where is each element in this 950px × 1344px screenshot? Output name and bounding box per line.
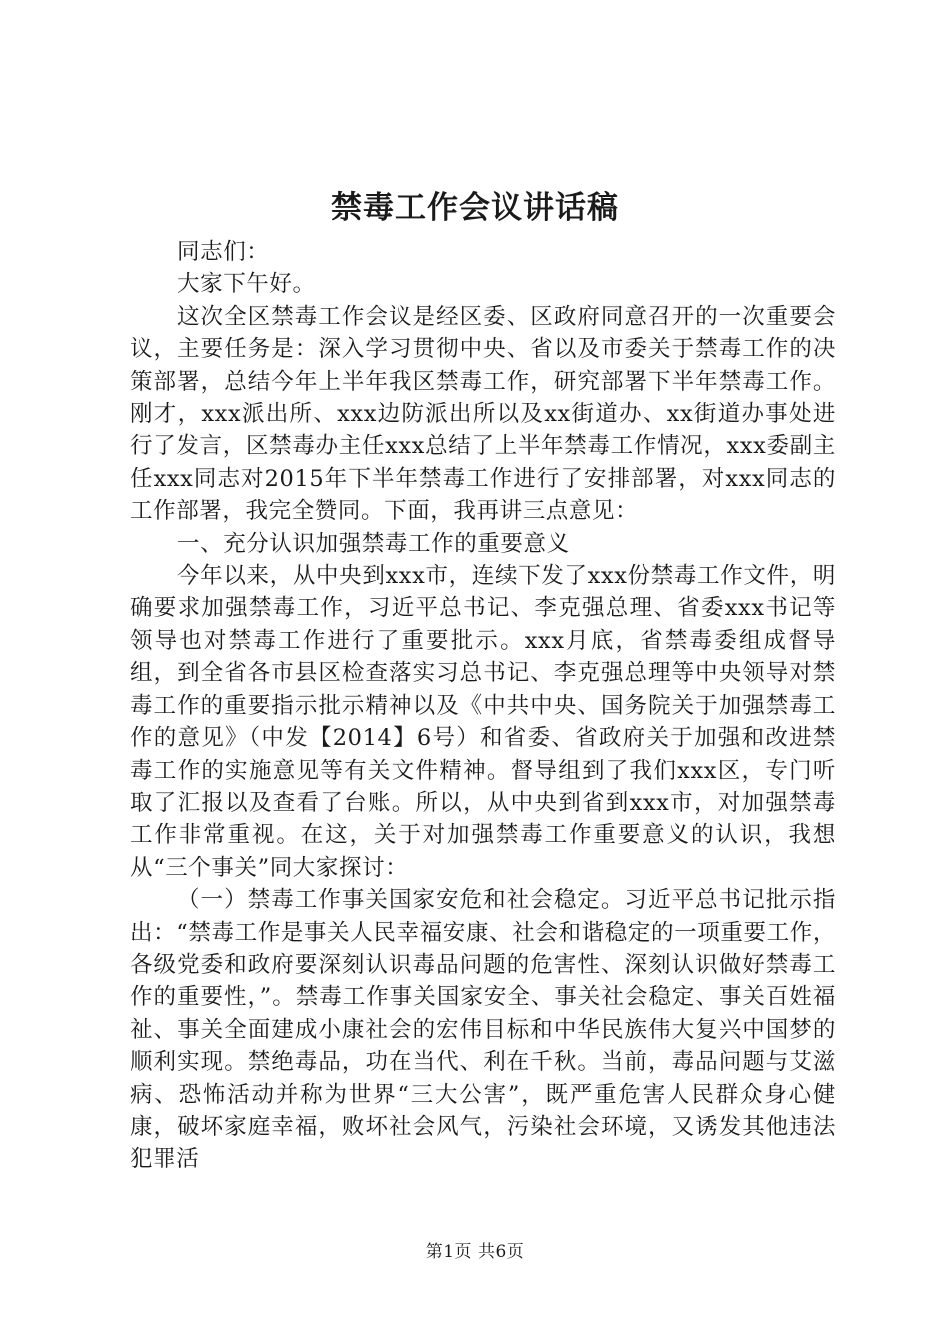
document-title: 禁毒工作会议讲话稿	[331, 190, 619, 226]
page-footer: 第1页 共6页	[425, 1242, 525, 1262]
salutation: 同志们：	[177, 239, 270, 265]
document-body	[130, 236, 836, 1176]
greeting: 大家下午好。	[177, 271, 316, 298]
section-heading-1: 一、充分认识加强禁毒工作的重要意义	[177, 530, 570, 557]
paragraph-intro: 这次全区禁毒工作会议是经区委、区政府同意召开的一次重要会议，主要任务是：深入学习贯彻中央、省以及市委关于禁毒工作的决策部署，总结今年上半年我区禁毒工作，研究部署下半年禁毒工作。刚才，xxx派出所、xxx边防派出所以及xx街道办、xx街道办事处进行了发言，区禁毒办主任xxx总结了上半年禁毒工作情况，xxx委副主任xxx同志对2015年下半年禁毒工作进行了安排部署，对xxx同志的工作部署，我完全赞同。下面，我再讲三点意见：	[130, 303, 836, 525]
paragraph-section-1: 今年以来，从中央到xxx市，连续下发了xxx份禁毒工作文件，明确要求加强禁毒工作，习近平总书记、李克强总理、省委xxx书记等领导也对禁毒工作进行了重要批示。xxx月底，省禁毒委组成督导组，到全省各市县区检查落实习总书记、李克强总理等中央领导对禁毒工作的重要指示批示精神以及《中共中央、国务院关于加强禁毒工作的意见》（中发【2014】6号）和省委、省政府关于加强和改进禁毒工作的实施意见等有关文件精神。督导组到了我们xxx区，专门听取了汇报以及查看了台账。所以，从中央到省到xxx市，对加强禁毒工作非常重视。在这，关于对加强禁毒工作重要意义的认识，我想从“三个事关”同大家探讨：	[130, 563, 836, 881]
paragraph-subsection-1: （一）禁毒工作事关国家安危和社会稳定。习近平总书记批示指出：“禁毒工作是事关人民幸福安康、社会和谐稳定的一项重要工作，各级党委和政府要深刻认识毒品问题的危害性、深刻认识做好禁毒工作的重要性，”。禁毒工作事关国家安全、事关社会稳定、事关百姓福祉、事关全面建成小康社会的宏伟目标和中华民族伟大复兴中国梦的顺利实现。禁绝毒品，功在当代、利在千秋。当前，毒品问题与艾滋病、恐怖活动并称为世界“三大公害”，既严重危害人民群众身心健康，破坏家庭幸福，败坏社会风气，污染社会环境，又诱发其他违法犯罪活	[130, 887, 836, 1173]
